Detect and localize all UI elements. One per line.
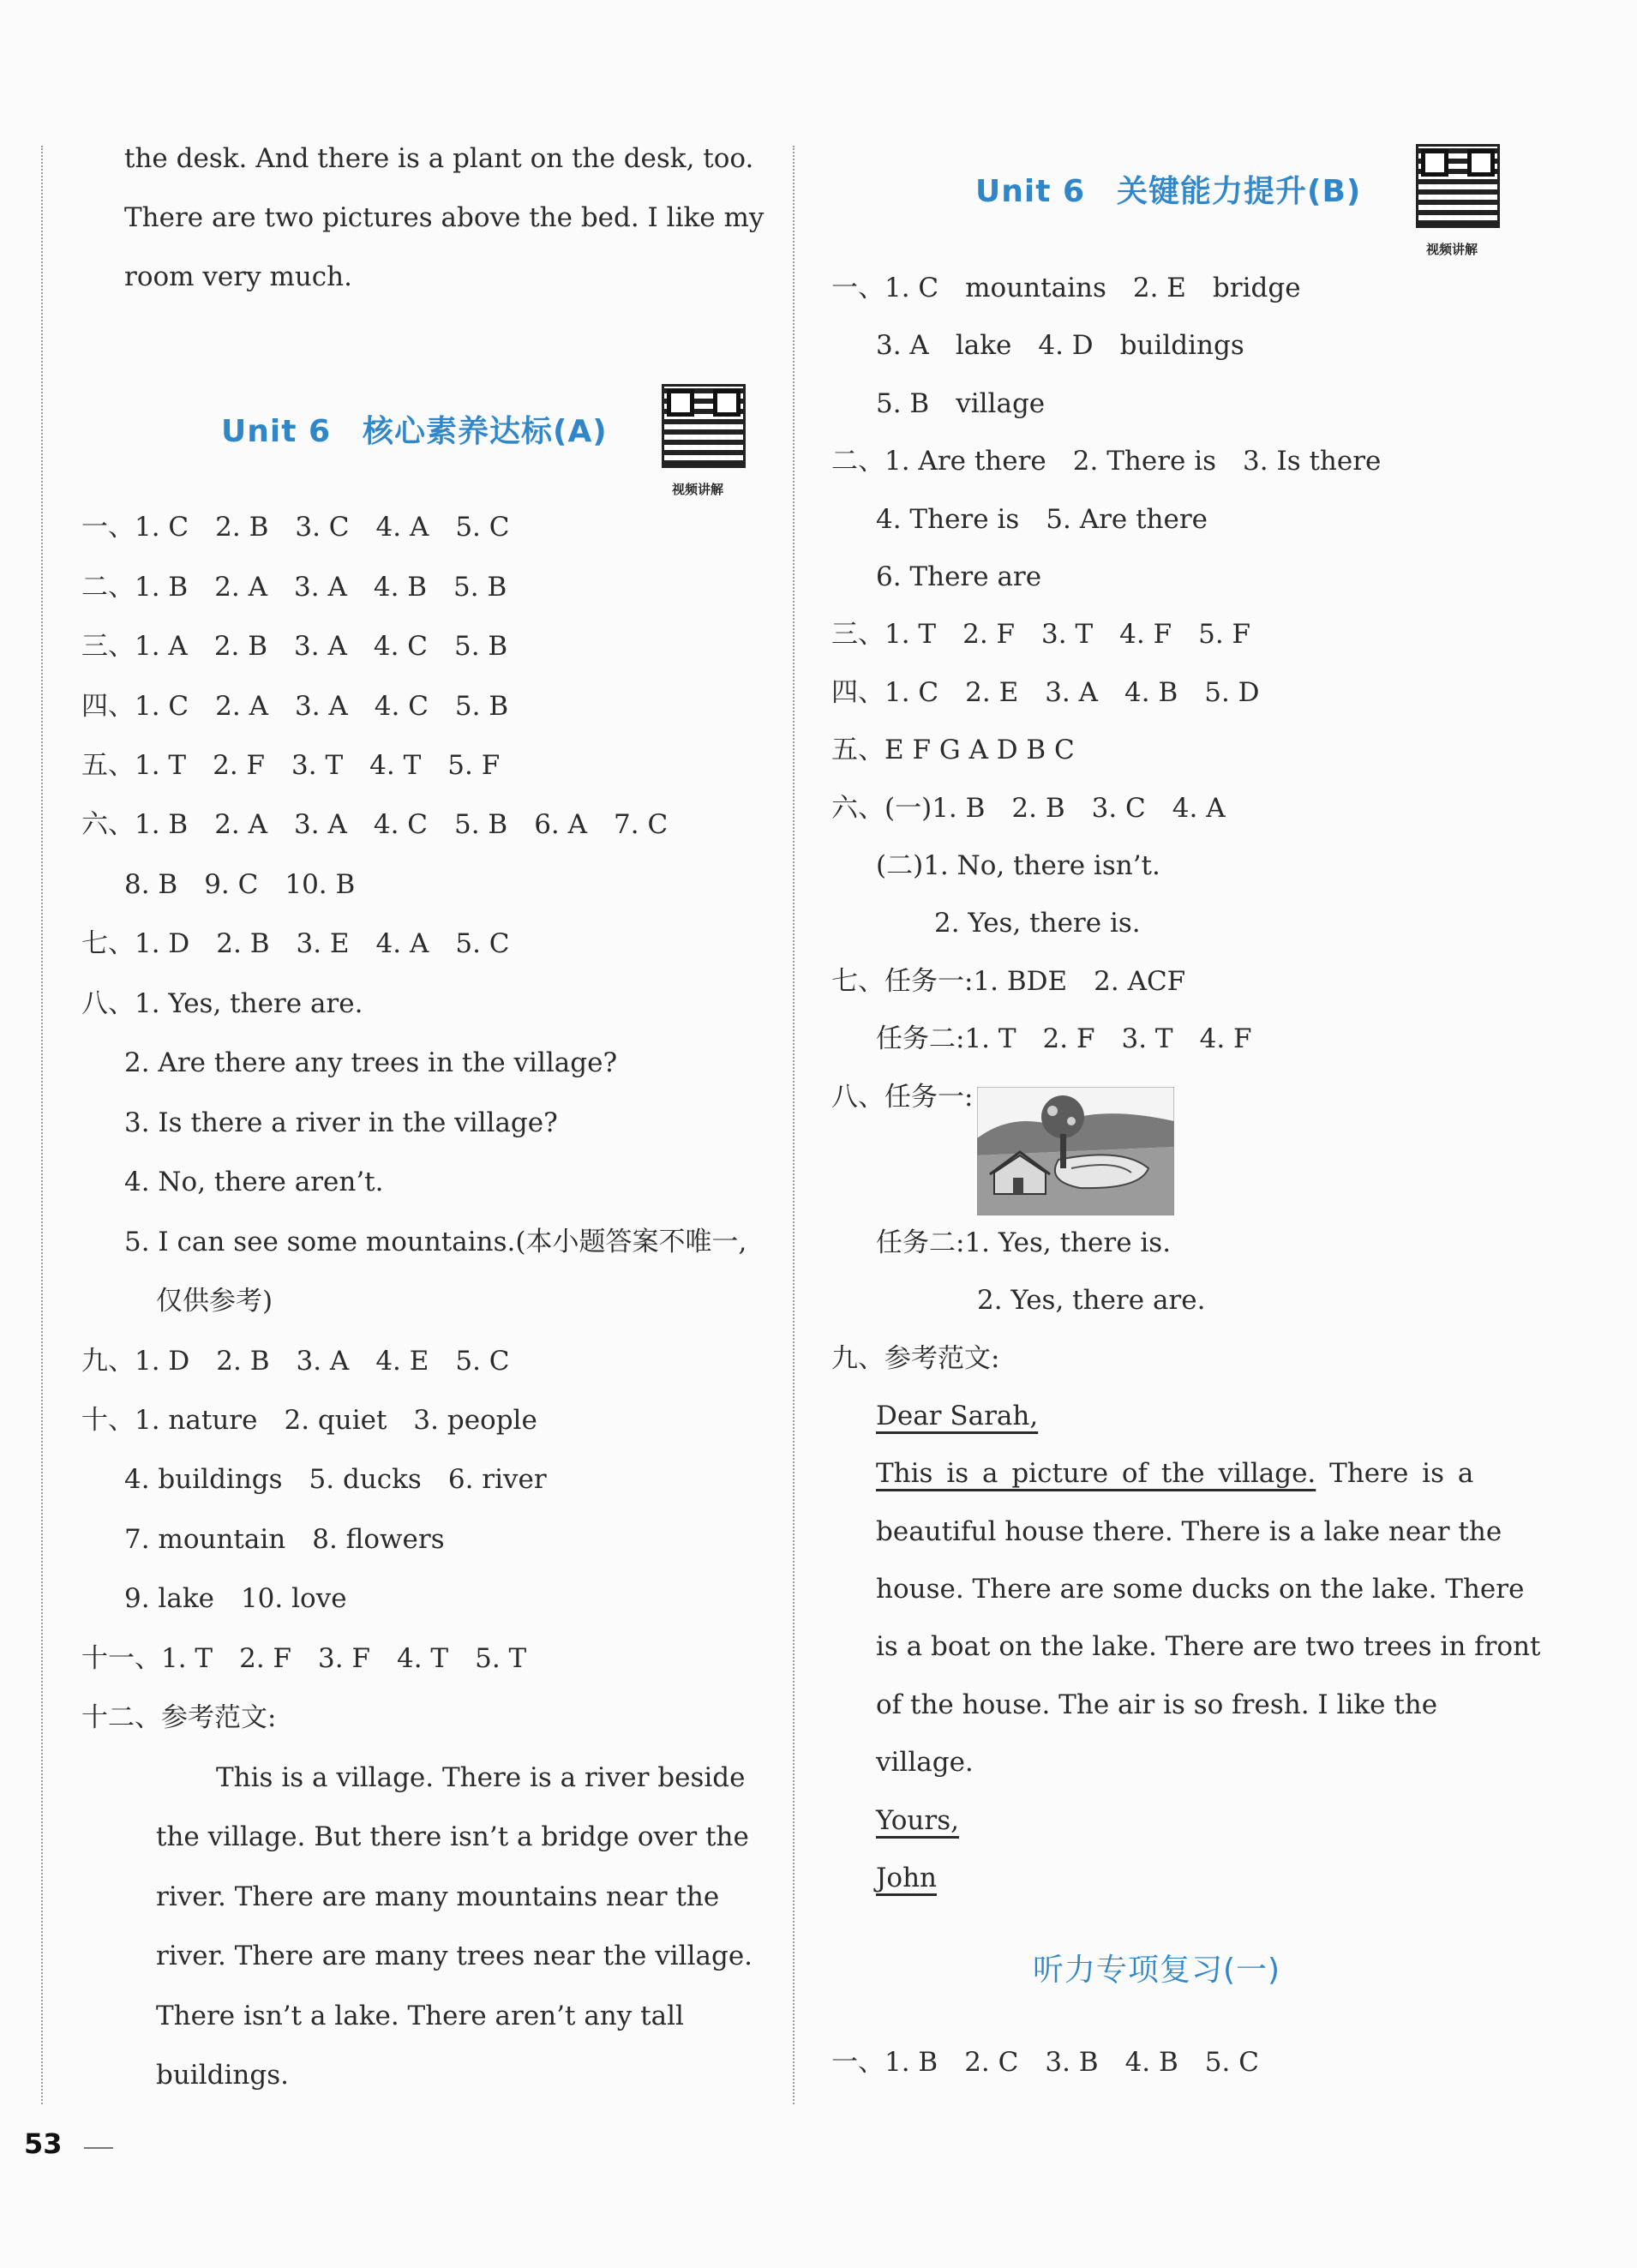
answer-line: 九、1. D 2. B 3. A 4. E 5. C: [81, 1346, 510, 1377]
answer-line: 八、任务一:: [831, 1082, 974, 1113]
answer-line: 三、1. A 2. B 3. A 4. C 5. B: [81, 631, 508, 662]
letter-signature: John: [876, 1863, 938, 1893]
essay-line: river. There are many trees near the village.: [156, 1941, 753, 1971]
intro-line: room very much.: [124, 261, 352, 292]
answer-line: 四、1. C 2. A 3. A 4. C 5. B: [81, 691, 509, 722]
answer-line: 5. I can see some mountains.(本小题答案不唯一,: [124, 1227, 747, 1257]
intro-line: There are two pictures above the bed. I like my: [124, 202, 765, 233]
answer-line: 九、参考范文:: [831, 1343, 1000, 1374]
answer-line: 任务二:1. T 2. F 3. T 4. F: [876, 1023, 1252, 1054]
answer-line: 八、1. Yes, there are.: [81, 988, 363, 1019]
answer-line: 二、1. Are there 2. There is 3. Is there: [831, 446, 1382, 477]
page-number-dash: [84, 2147, 113, 2149]
answer-line: 五、1. T 2. F 3. T 4. T 5. F: [81, 750, 501, 781]
answer-line: 3. A lake 4. D buildings: [876, 330, 1244, 361]
essay-line: There isn’t a lake. There aren’t any tall: [156, 2001, 684, 2031]
letter-line: house. There are some ducks on the lake. There: [876, 1574, 1525, 1605]
column-divider: [793, 146, 795, 2104]
letter-line: beautiful house there. There is a lake near the: [876, 1516, 1502, 1547]
answer-line: 三、1. T 2. F 3. T 4. F 5. F: [831, 619, 1251, 650]
answer-line: 十、1. nature 2. quiet 3. people: [81, 1405, 537, 1436]
answer-line: 十一、1. T 2. F 3. F 4. T 5. T: [81, 1643, 527, 1674]
answer-line: 2. Yes, there are.: [977, 1285, 1206, 1316]
answer-line: 4. No, there aren’t.: [124, 1167, 384, 1197]
answer-line: (二)1. No, there isn’t.: [876, 850, 1160, 881]
answer-line: 十二、参考范文:: [81, 1702, 277, 1733]
answer-line: 2. Are there any trees in the village?: [124, 1047, 618, 1078]
unit-title-b: Unit 6 关键能力提升(B): [975, 174, 1362, 209]
answer-line: 5. B village: [876, 388, 1046, 419]
letter-line: of the house. The air is so fresh. I like the: [876, 1689, 1438, 1720]
qr-caption: 视频讲解: [1426, 242, 1478, 257]
answer-line: 7. mountain 8. flowers: [124, 1524, 445, 1555]
essay-line: river. There are many mountains near the: [156, 1881, 720, 1912]
answer-line: 七、任务一:1. BDE 2. ACF: [831, 966, 1186, 997]
answer-line: 一、1. B 2. C 3. B 4. B 5. C: [831, 2047, 1259, 2078]
intro-line: the desk. And there is a plant on the desk, too.: [124, 143, 754, 174]
qr-caption: 视频讲解: [672, 482, 724, 497]
answer-line: 2. Yes, there is.: [934, 908, 1141, 939]
answer-line: 一、1. C 2. B 3. C 4. A 5. C: [81, 512, 510, 543]
page-number: 53: [24, 2127, 63, 2160]
answer-line: 六、1. B 2. A 3. A 4. C 5. B 6. A 7. C: [81, 809, 669, 840]
answer-line: 五、E F G A D B C: [831, 735, 1075, 765]
letter-closing: Yours,: [876, 1805, 959, 1836]
qr-code-icon[interactable]: [1416, 144, 1500, 228]
letter-first-line: [876, 1456, 1473, 1491]
answer-line: 四、1. C 2. E 3. A 4. B 5. D: [831, 677, 1260, 708]
village-drawing-icon: [977, 1087, 1174, 1215]
answer-line: 3. Is there a river in the village?: [124, 1107, 558, 1138]
unit-title-a: Unit 6 核心素养达标(A): [221, 414, 608, 449]
answer-line: 8. B 9. C 10. B: [124, 869, 356, 900]
answer-line: 六、(一)1. B 2. B 3. C 4. A: [831, 793, 1226, 824]
listening-review-title: 听力专项复习(一): [1033, 1953, 1281, 1988]
letter-greeting: Dear Sarah,: [876, 1401, 1039, 1431]
answer-line: 仅供参考): [156, 1286, 273, 1317]
letter-line: village.: [876, 1747, 974, 1778]
answer-line: 任务二:1. Yes, there is.: [876, 1227, 1172, 1258]
answer-line: 4. There is 5. Are there: [876, 504, 1208, 535]
essay-line: the village. But there isn’t a bridge over the: [156, 1821, 749, 1852]
answer-line: 七、1. D 2. B 3. E 4. A 5. C: [81, 928, 510, 959]
qr-code-icon[interactable]: [662, 384, 746, 468]
left-margin-rule: [41, 146, 43, 2104]
letter-first-underlined: This is a picture of the village.: [876, 1458, 1316, 1489]
essay-line: This is a village. There is a river beside: [216, 1762, 746, 1793]
letter-line: is a boat on the lake. There are two trees in front: [876, 1631, 1541, 1662]
answer-line: 9. lake 10. love: [124, 1583, 347, 1614]
letter-first-rest: There is a: [1316, 1458, 1474, 1489]
answer-line: 6. There are: [876, 561, 1042, 592]
essay-line: buildings.: [156, 2060, 289, 2091]
answer-line: 4. buildings 5. ducks 6. river: [124, 1464, 547, 1495]
answer-line: 二、1. B 2. A 3. A 4. B 5. B: [81, 572, 507, 603]
answer-line: 一、1. C mountains 2. E bridge: [831, 273, 1301, 303]
